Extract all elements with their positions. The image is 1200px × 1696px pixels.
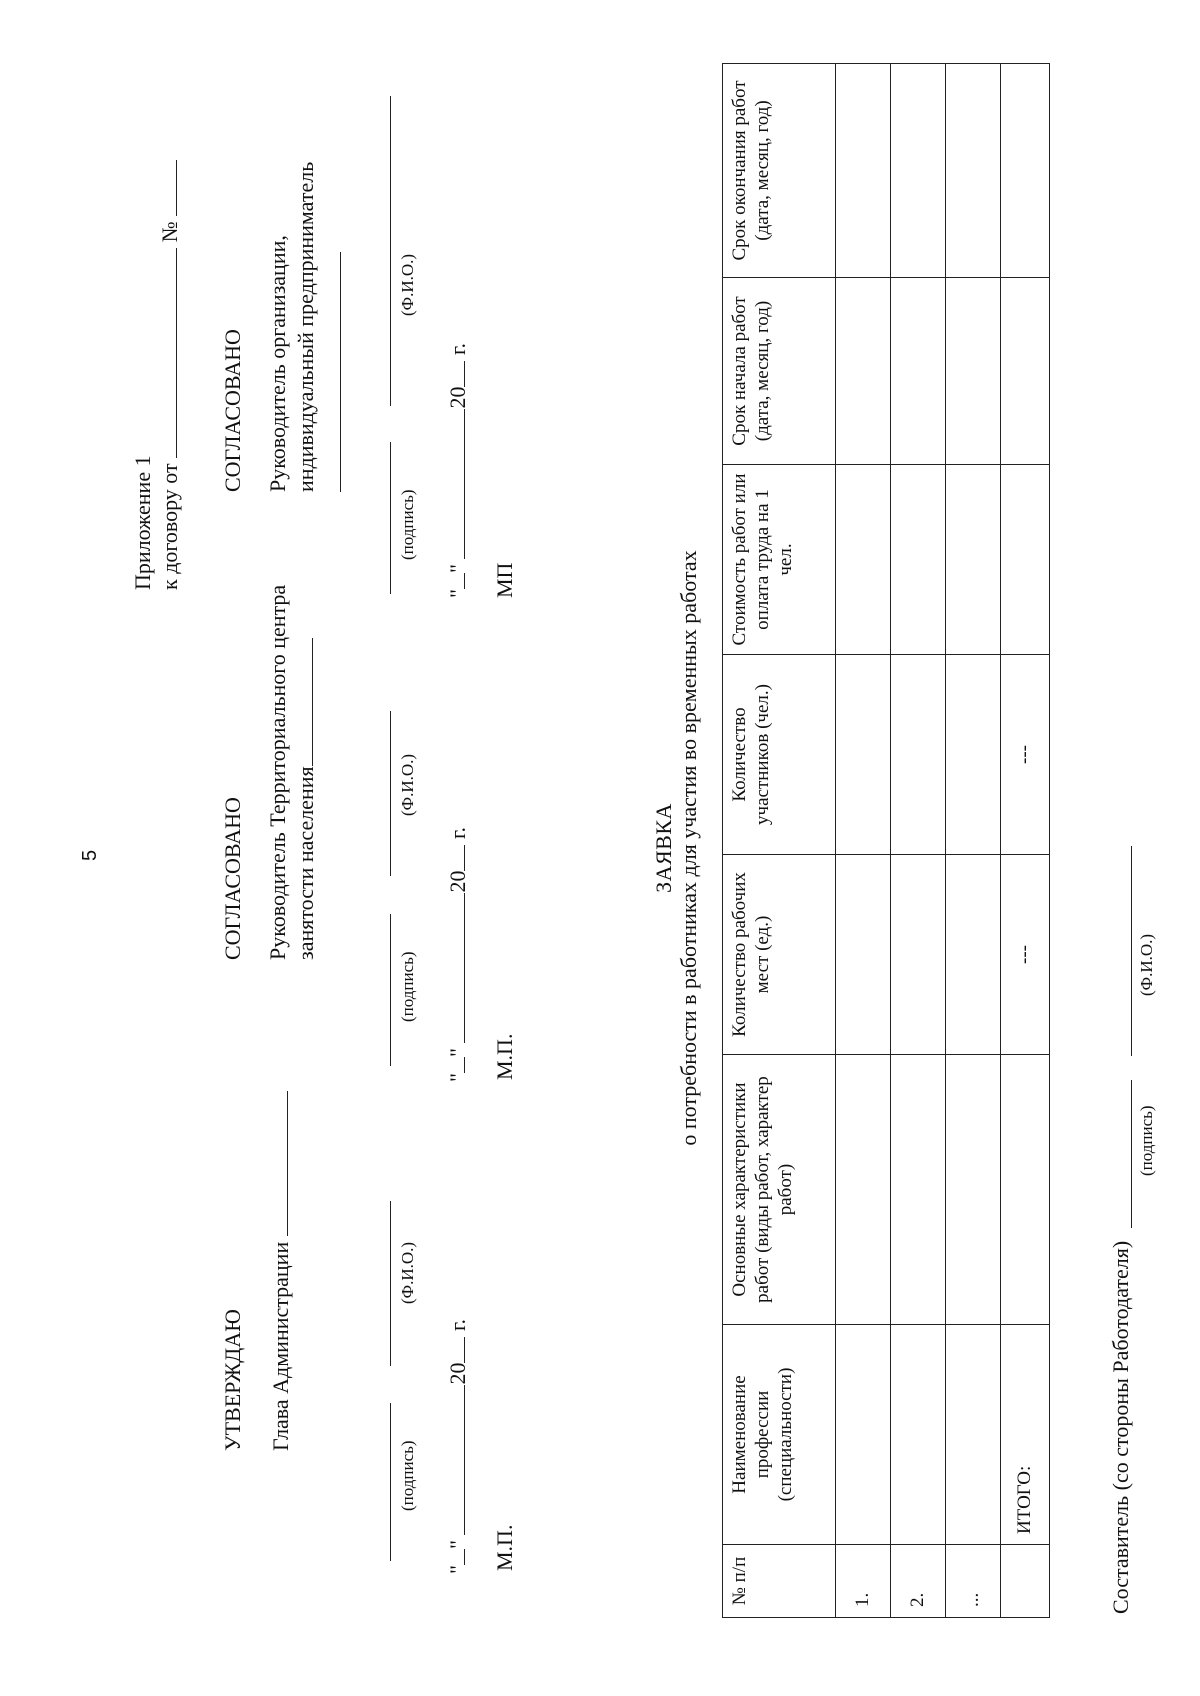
year-prefix: 20	[445, 1362, 470, 1385]
table-cell	[836, 655, 891, 855]
request-table	[722, 63, 1050, 1618]
table-cell	[836, 855, 891, 1055]
agreed-employer-signature-caption: (подпись)	[398, 489, 417, 560]
month-blank	[446, 409, 465, 559]
header-cell: Стоимость работ или оплата труда на 1 чел.	[723, 465, 836, 655]
compiler-signature-line	[1131, 1080, 1132, 1228]
agreed-employer-signature-line	[390, 442, 391, 594]
year-prefix: 20	[445, 386, 470, 409]
header-cell: Срок окончания работ (дата, месяц, год)	[723, 64, 836, 278]
header-cell: Количество рабочих мест (ед.)	[723, 855, 836, 1055]
compiler-signature-caption: (подпись)	[1137, 1105, 1156, 1176]
quote-close: "	[445, 1048, 470, 1058]
approve-signature-caption: (подпись)	[398, 1440, 417, 1511]
approve-stamp: М.П.	[492, 1524, 517, 1571]
table-cell	[946, 855, 1001, 1055]
agreed-employer-name-caption: (Ф.И.О.)	[398, 253, 417, 316]
year-blank	[446, 361, 465, 387]
agreed-center-position-line2-wrap	[293, 638, 319, 960]
contract-date-blank	[158, 248, 177, 458]
agreed-center-stamp: М.П.	[492, 1033, 517, 1080]
table-cell	[891, 855, 946, 1055]
agreed-center-position-line1: Руководитель Территориального центра	[265, 584, 290, 960]
table-cell	[891, 1325, 946, 1545]
table-cell	[891, 278, 946, 465]
table-cell	[1001, 1545, 1050, 1618]
table-cell	[1001, 465, 1050, 655]
table-cell	[946, 1055, 1001, 1325]
quote-open: "	[445, 1565, 470, 1574]
table-cell	[891, 465, 946, 655]
agreed-employer-date-line	[445, 343, 471, 598]
header-cell: № п/п	[723, 1545, 836, 1618]
year-blank	[446, 1337, 465, 1363]
total-participants: ---	[1001, 655, 1050, 855]
agreed-center-position-line2: занятости населения	[293, 766, 318, 960]
row-number: 1.	[836, 1545, 891, 1618]
month-blank	[446, 1385, 465, 1535]
header-cell: Основные характеристики работ (виды работ, характер работ)	[723, 1055, 836, 1325]
approve-title: УТВЕРЖДАЮ	[220, 1309, 245, 1451]
table-cell	[1001, 1055, 1050, 1325]
approve-position-line	[268, 1091, 294, 1451]
table-cell	[836, 1325, 891, 1545]
compiler-name-caption: (Ф.И.О.)	[1137, 933, 1156, 996]
number-sign: №	[157, 221, 182, 243]
approve-name-line	[390, 1201, 391, 1366]
approve-position-blank	[269, 1091, 288, 1236]
header-cell: Количество участников (чел.)	[723, 655, 836, 855]
table-cell	[891, 64, 946, 278]
year-blank	[446, 845, 465, 871]
approve-position: Глава Администрации	[268, 1241, 293, 1451]
table-cell	[891, 1055, 946, 1325]
quote-close: "	[445, 1540, 470, 1550]
table-total-row	[1001, 64, 1050, 1618]
compiler-label: Составитель (со стороны Работодателя)	[1108, 1240, 1133, 1614]
year-suffix: г.	[445, 1318, 470, 1332]
day-blank	[446, 1057, 465, 1073]
agreed-center-signature-line	[390, 914, 391, 1066]
row-number: ...	[946, 1545, 1001, 1618]
agreed-center-date-line	[445, 827, 471, 1082]
quote-close: "	[445, 564, 470, 574]
table-cell	[891, 655, 946, 855]
total-label: ИТОГО:	[1001, 1325, 1050, 1545]
compiler-name-line	[1131, 846, 1132, 1056]
agreed-employer-position-line1: Руководитель организации,	[265, 235, 290, 492]
table-cell	[836, 64, 891, 278]
agreed-center-name-line	[390, 711, 391, 876]
table-cell	[946, 465, 1001, 655]
agreed-center-position-blank	[294, 638, 313, 766]
table-row	[946, 64, 1001, 1618]
agreed-center-signature-caption: (подпись)	[398, 951, 417, 1022]
appendix-contract-line	[157, 160, 183, 590]
table-cell	[836, 278, 891, 465]
header-cell: Наименование профессии (специальности)	[723, 1325, 836, 1545]
table-cell	[946, 1325, 1001, 1545]
agreed-center-name-caption: (Ф.И.О.)	[398, 753, 417, 816]
year-suffix: г.	[445, 342, 470, 356]
page-number: 5	[79, 849, 101, 861]
table-cell	[946, 655, 1001, 855]
approve-signature-line	[390, 1403, 391, 1561]
year-suffix: г.	[445, 826, 470, 840]
table-cell	[1001, 64, 1050, 278]
agreed-employer-stamp: МП	[492, 562, 517, 598]
day-blank	[446, 1549, 465, 1565]
approve-date-line	[445, 1319, 471, 1574]
agreed-employer-name-line	[390, 96, 391, 406]
year-prefix: 20	[445, 870, 470, 893]
table-cell	[836, 465, 891, 655]
day-blank	[446, 573, 465, 589]
agreed-center-title: СОГЛАСОВАНО	[220, 797, 245, 960]
quote-open: "	[445, 1073, 470, 1082]
header-cell: Срок начала работ (дата, месяц, год)	[723, 278, 836, 465]
row-number: 2.	[891, 1545, 946, 1618]
month-blank	[446, 893, 465, 1043]
table-cell	[946, 278, 1001, 465]
table-row	[836, 64, 891, 1618]
request-subtitle: о потребности в работниках для участия во временных работах	[676, 550, 701, 1146]
agreed-employer-title: СОГЛАСОВАНО	[220, 329, 245, 492]
contract-number-blank	[158, 160, 177, 216]
approve-name-caption: (Ф.И.О.)	[398, 1241, 417, 1304]
table-header-row	[723, 64, 836, 1618]
table-cell	[836, 1055, 891, 1325]
appendix-title: Приложение 1	[130, 455, 155, 590]
table-row	[891, 64, 946, 1618]
agreed-employer-name-blank-line	[340, 252, 341, 492]
agreed-employer-position-line2: индивидуальный предприниматель	[293, 161, 318, 492]
total-workplaces: ---	[1001, 855, 1050, 1055]
table-cell	[1001, 278, 1050, 465]
table-cell	[946, 64, 1001, 278]
appendix-contract-label: к договору от	[157, 463, 182, 590]
request-title: ЗАЯВКА	[651, 803, 676, 893]
quote-open: "	[445, 589, 470, 598]
